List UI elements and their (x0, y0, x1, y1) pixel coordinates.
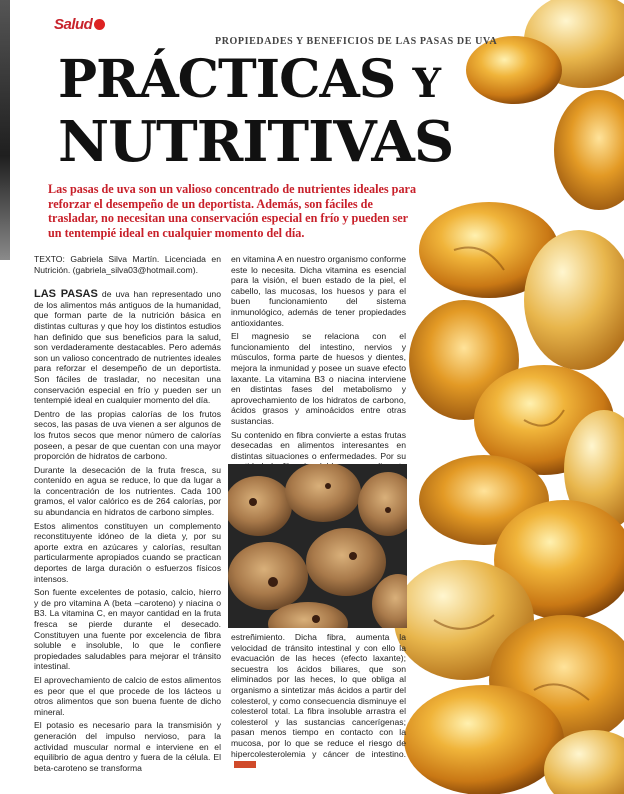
paragraph: Su contenido en fibra convierte a estas frutas desecadas en alimentos interesantes en distintas situaciones o enfermedades. Por su (231, 429, 406, 461)
kicker: PROPIEDADES Y BENEFICIOS DE LAS PASAS DE UVA (215, 36, 498, 47)
paragraph: Durante la desecación de la fruta fresca, su contenido en agua se reduce, lo que da lugar a la concentración de los nutrientes. Cada 100 gramos, el valor calórico es de 264 calorías, por su abundancia en hidratos de carbono simples. (34, 464, 221, 518)
column-1 (34, 254, 221, 776)
paragraph: Son fuente excelentes de potasio, calcio, hierro y de pro vitamina A (beta –caroteno) y niacina o B3. La vitamina C, en mayor cantidad en la fruta fresca se pierde durante el desecado. Constituyen una fuente por excelencia de fibra soluble e insoluble, lo que le confiere propiedades saludables para mejorar el tránsito intestinal. (34, 587, 221, 672)
paragraph: El aprovechamiento de calcio de estos alimentos es peor que el que procede de los lácteos u otros alimentos que son buena fuente de dicho mineral. (34, 674, 221, 717)
column-2-continued (231, 632, 406, 770)
paragraph (34, 289, 221, 406)
headline-line1 (58, 48, 558, 116)
cookies-photo (228, 464, 407, 628)
headline-word2: Y (412, 60, 441, 107)
paragraph: El magnesio se relaciona con el funcionamiento del intestino, nervios y músculos, forma parte de huesos y dientes, mejora la inmunidad y posee un suave efecto laxante. La vitamina B3 o niacina interviene en distintas fases del metabolismo y aprovechamiento de los hidratos de carbono, ácidos grasos y aminoácidos entre otras sustancias. (231, 331, 406, 426)
paragraph-text: estreñimiento. Dicha fibra, aumenta la velocidad de tránsito intestinal y con ello la evacuación de las heces (efecto laxante); secuestra los ácidos biliares, que son eliminados por las heces, lo que obliga al organismo a sintetizar más ácidos a partir del colesterol, y como consecuencia disminuye el colesterol total. La fibra insoluble arrastra el colesterol y las sustancias cancerígenas; pasan menos tiempo en contacto con la mucosa, por lo que se reduce el riesgo de hipercolesterolemia y cáncer de intestino. (231, 632, 406, 759)
paragraph-text: de uva han representado uno de los alimentos más antiguos de la humanidad, que forman parte de la nutrición básica en distintas culturas y que hoy los distintos estudios han definido que sus beneficios para la salud, son verdaderamente destacables. Pero además son un valioso concentrado de nutrientes ideales para reforzar el desempeño de un deportista. Son fáciles de trasladar, no necesitan una conservación especial en frío y pueden ser un tentempié ideal en cualquier momento del día. (34, 289, 221, 406)
section-label-text: Salud (54, 16, 93, 33)
lead-in: LAS PASAS (34, 288, 98, 301)
headline (58, 48, 558, 174)
author-credit: TEXTO: Gabriela Silva Martín. Licenciada en Nutrición. (gabriela_silva03@hotmail.com). (34, 254, 221, 275)
tomato-icon (94, 19, 105, 30)
column-2 (231, 254, 406, 485)
paragraph: en vitamina A en nuestro organismo conforme este lo necesita. Dicha vitamina es esencial para la visión, el buen estado de la piel, el cabello, las mucosas, los huesos y para el buen funcionamiento del sistema inmunológico, además de tener propiedades antioxidantes. (231, 254, 406, 328)
section-label (54, 16, 105, 33)
paragraph: El potasio es necesario para la transmisión y generación del impulso nervioso, para la actividad muscular normal e interviene en el equilibrio de agua dentro y fuera de la célula. El beta-caroteno se transforma (34, 720, 221, 773)
paragraph (231, 632, 406, 770)
headline-line2: NUTRITIVAS (58, 109, 454, 175)
intro-paragraph: Las pasas de uva son un valioso concentrado de nutrientes ideales para reforzar el desempeño de un deportista. Además, son fáciles de trasladar, no necesitan una conservación especial en frío y pueden ser un tentempié ideal en cualquier momento del día. (48, 182, 417, 240)
cookies-image (228, 464, 407, 628)
paragraph: Dentro de las propias calorías de los frutos secos, las pasas de uva vienen a ser algunos de los frutos secos que menor número de calorías poseen, a pesar de que cuentan con una mayor proporción de hidratos de carbono. (34, 408, 221, 462)
left-edge-photo-strip (0, 0, 10, 260)
paragraph: Estos alimentos constituyen un complemento reconstituyente idóneo de la dieta y, por su aporte extra en azúcares y calorías, resultan particularmente apropiados cuando se practican deportes de larga duración o esfuerzos físicos intensos. (34, 520, 221, 584)
headline-word1: PRÁCTICAS (58, 49, 396, 110)
end-mark-icon (234, 761, 256, 768)
